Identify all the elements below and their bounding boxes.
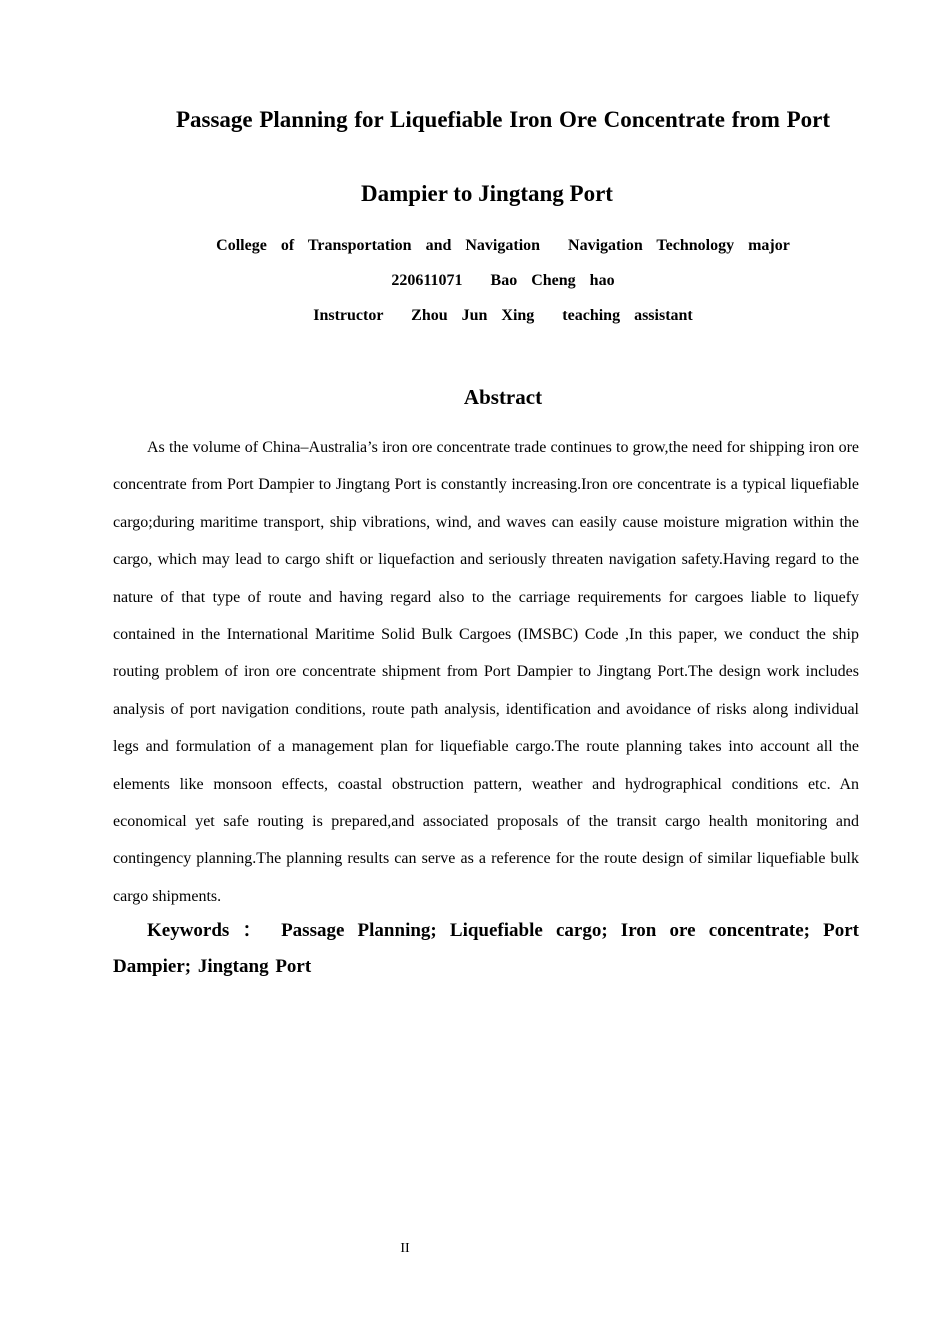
author-name: 220611071 Bao Cheng hao — [391, 272, 615, 289]
keywords-paragraph — [113, 913, 859, 985]
author-affiliation: College of Transportation and Navigation Navigation Technology major — [216, 237, 790, 254]
instructor-name: Instructor Zhou Jun Xing teaching assistant — [313, 307, 693, 324]
abstract-body: As the volume of China–Australia’s iron ore concentrate trade continues to grow,the need for shipping iron ore concentrate from Port Dampier to Jingtang Port is constantly increasing.Iron ore concentrate is a typical liquefiable cargo;during maritime transport, ship vibrations, wind, and waves can easily cause moisture migration within the cargo, which may lead to cargo shift or liquefaction and seriously threaten navigation safety.Having regard to the nature of that type of route and having regard also to the carriage requirements for cargoes liable to liquefy contained in the International Maritime Solid Bulk Cargoes (IMSBC) Code ,In this paper, we conduct the ship routing problem of iron ore concentrate shipment from Port Dampier to Jingtang Port.The design work includes analysis of port navigation conditions, route path analysis, identification and avoidance of risks along individual legs and formulation of a management plan for liquefiable cargo.The route planning takes into account all the elements like monsoon effects, coastal obstruction pattern, weather and hydrographical conditions etc. An economical yet safe routing is prepared,and associated proposals of the transit cargo health monitoring and contingency planning.The planning results can serve as a reference for the route design of similar liquefiable bulk cargo shipments. — [113, 439, 859, 905]
paper-title-line-1: Passage Planning for Liquefiable Iron Ore Concentrate from Port — [175, 107, 831, 132]
keywords-label: Keywords ： — [147, 920, 268, 941]
keywords-text: Passage Planning; Liquefiable cargo; Iron ore concentrate; Port Dampier; Jingtang Port — [113, 920, 860, 977]
page-number: II — [400, 1241, 410, 1256]
paper-title-line-2: Dampier to Jingtang Port — [361, 181, 613, 206]
abstract-heading: Abstract — [463, 385, 543, 409]
